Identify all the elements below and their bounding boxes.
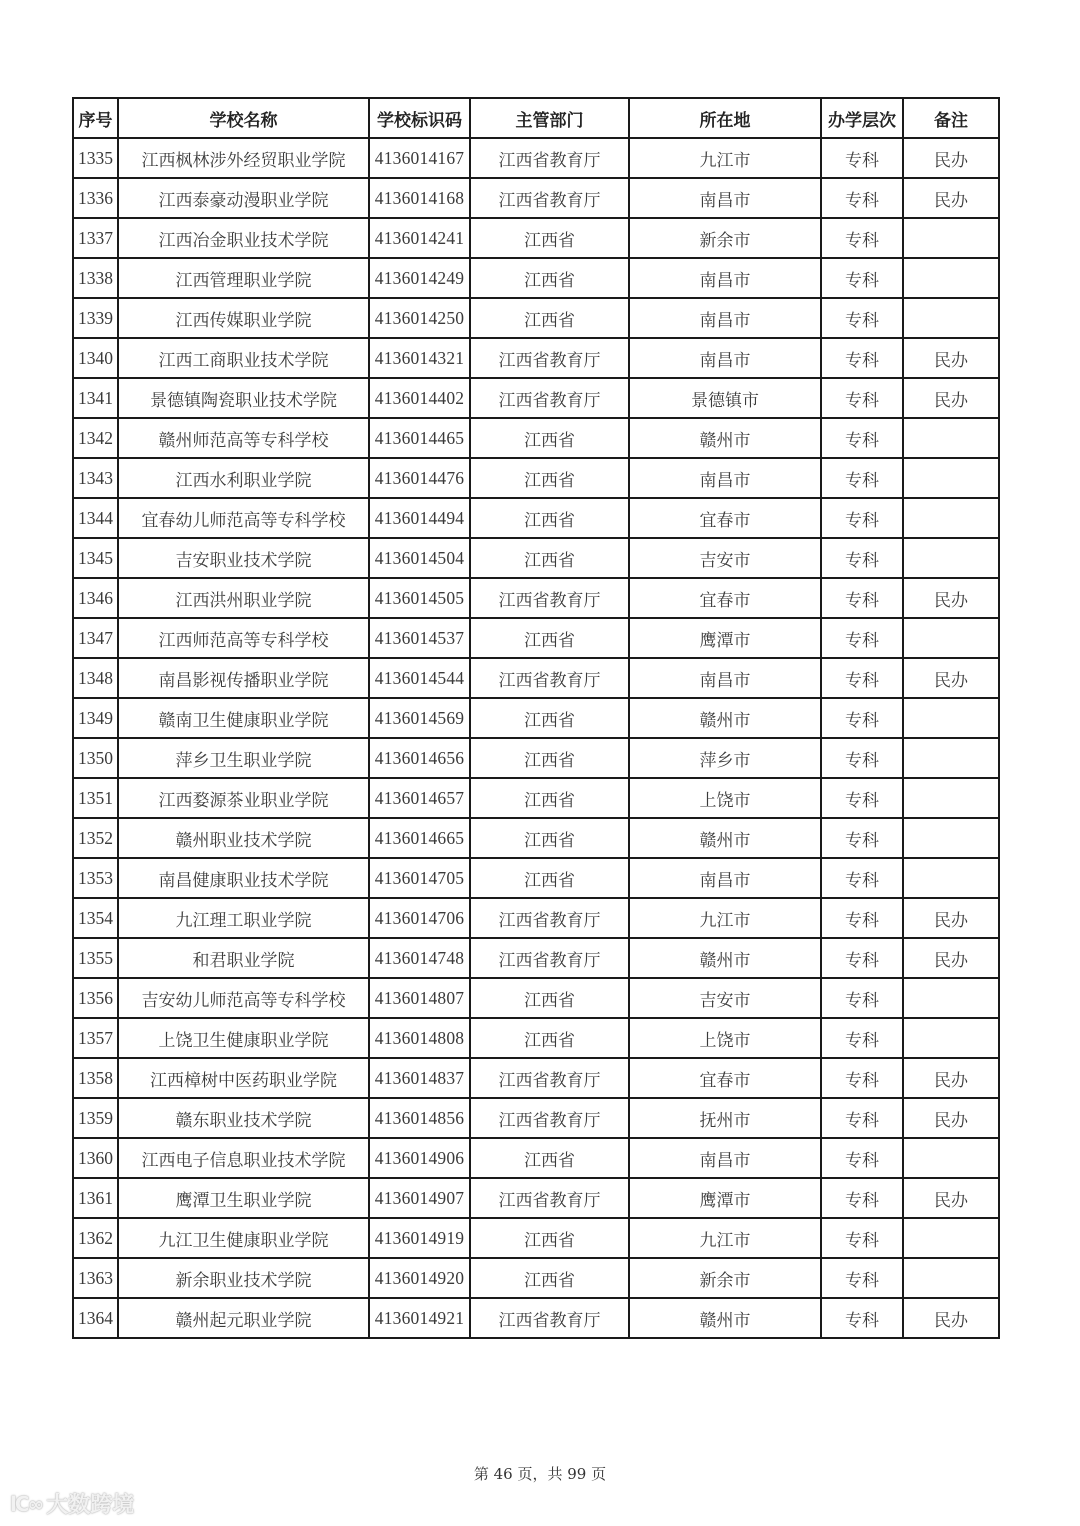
table-row	[73, 658, 999, 698]
table-row	[73, 298, 999, 338]
cell-school-name: 江西泰豪动漫职业学院	[118, 178, 369, 218]
cell-location: 宜春市	[629, 1058, 821, 1098]
cell-index: 1341	[73, 378, 118, 418]
cell-index: 1359	[73, 1098, 118, 1138]
cell-authority: 江西省	[470, 698, 629, 738]
cell-location: 南昌市	[629, 1138, 821, 1178]
cell-level: 专科	[821, 818, 903, 858]
watermark	[10, 1488, 134, 1519]
table-row	[73, 1258, 999, 1298]
cell-level: 专科	[821, 1018, 903, 1058]
cell-school-name: 吉安职业技术学院	[118, 538, 369, 578]
cell-authority: 江西省	[470, 778, 629, 818]
cell-school-name: 江西水利职业学院	[118, 458, 369, 498]
cell-school-name: 景德镇陶瓷职业技术学院	[118, 378, 369, 418]
cell-remark	[903, 498, 999, 538]
cell-index: 1355	[73, 938, 118, 978]
cell-school-code: 4136014907	[369, 1178, 470, 1218]
cell-index: 1347	[73, 618, 118, 658]
table-row	[73, 898, 999, 938]
cell-level: 专科	[821, 218, 903, 258]
watermark-brand-text: 大数跨境	[46, 1493, 135, 1518]
cell-index: 1354	[73, 898, 118, 938]
cell-authority: 江西省教育厅	[470, 1178, 629, 1218]
cell-authority: 江西省	[470, 1258, 629, 1298]
cell-school-code: 4136014705	[369, 858, 470, 898]
table-body	[73, 138, 999, 1338]
cell-school-code: 4136014544	[369, 658, 470, 698]
cell-school-code: 4136014706	[369, 898, 470, 938]
header-col-school-name: 学校名称	[118, 98, 369, 138]
cell-authority: 江西省教育厅	[470, 178, 629, 218]
table-row	[73, 858, 999, 898]
cell-location: 抚州市	[629, 1098, 821, 1138]
cell-authority: 江西省	[470, 858, 629, 898]
cell-location: 宜春市	[629, 498, 821, 538]
cell-school-code: 4136014837	[369, 1058, 470, 1098]
cell-school-code: 4136014906	[369, 1138, 470, 1178]
page-number: 第 46 页，共 99 页	[473, 1465, 607, 1483]
cell-level: 专科	[821, 498, 903, 538]
cell-school-name: 江西冶金职业技术学院	[118, 218, 369, 258]
cell-remark	[903, 258, 999, 298]
table-row	[73, 1298, 999, 1338]
table-row	[73, 218, 999, 258]
table-row	[73, 498, 999, 538]
cell-index: 1362	[73, 1218, 118, 1258]
cell-remark: 民办	[903, 938, 999, 978]
cell-remark: 民办	[903, 1098, 999, 1138]
cell-school-code: 4136014808	[369, 1018, 470, 1058]
cell-index: 1351	[73, 778, 118, 818]
table-row	[73, 418, 999, 458]
cell-authority: 江西省	[470, 1018, 629, 1058]
cell-authority: 江西省教育厅	[470, 138, 629, 178]
cell-location: 赣州市	[629, 418, 821, 458]
header-col-school-code: 学校标识码	[369, 98, 470, 138]
cell-remark: 民办	[903, 578, 999, 618]
cell-authority: 江西省教育厅	[470, 658, 629, 698]
brand-logo-icon: lC∞	[10, 1491, 43, 1516]
cell-remark	[903, 818, 999, 858]
cell-level: 专科	[821, 178, 903, 218]
cell-level: 专科	[821, 138, 903, 178]
cell-index: 1358	[73, 1058, 118, 1098]
table-row	[73, 578, 999, 618]
cell-location: 上饶市	[629, 1018, 821, 1058]
cell-school-name: 赣南卫生健康职业学院	[118, 698, 369, 738]
cell-authority: 江西省	[470, 218, 629, 258]
cell-school-name: 鹰潭卫生职业学院	[118, 1178, 369, 1218]
cell-remark	[903, 1138, 999, 1178]
cell-index: 1363	[73, 1258, 118, 1298]
cell-remark: 民办	[903, 338, 999, 378]
cell-level: 专科	[821, 898, 903, 938]
cell-school-code: 4136014504	[369, 538, 470, 578]
table-row	[73, 458, 999, 498]
table-row	[73, 618, 999, 658]
table-row	[73, 1018, 999, 1058]
cell-authority: 江西省教育厅	[470, 938, 629, 978]
cell-level: 专科	[821, 578, 903, 618]
cell-index: 1342	[73, 418, 118, 458]
cell-level: 专科	[821, 1058, 903, 1098]
cell-level: 专科	[821, 778, 903, 818]
cell-authority: 江西省教育厅	[470, 338, 629, 378]
cell-remark	[903, 778, 999, 818]
cell-school-name: 江西洪州职业学院	[118, 578, 369, 618]
cell-level: 专科	[821, 258, 903, 298]
cell-index: 1346	[73, 578, 118, 618]
cell-index: 1361	[73, 1178, 118, 1218]
cell-location: 上饶市	[629, 778, 821, 818]
cell-school-code: 4136014807	[369, 978, 470, 1018]
cell-level: 专科	[821, 698, 903, 738]
cell-location: 新余市	[629, 1258, 821, 1298]
header-col-index: 序号	[73, 98, 118, 138]
cell-school-code: 4136014465	[369, 418, 470, 458]
cell-authority: 江西省	[470, 458, 629, 498]
header-col-location: 所在地	[629, 98, 821, 138]
cell-authority: 江西省教育厅	[470, 578, 629, 618]
cell-index: 1343	[73, 458, 118, 498]
cell-location: 景德镇市	[629, 378, 821, 418]
cell-school-name: 江西樟树中医药职业学院	[118, 1058, 369, 1098]
cell-school-code: 4136014321	[369, 338, 470, 378]
table-row	[73, 1178, 999, 1218]
cell-remark: 民办	[903, 178, 999, 218]
cell-school-name: 上饶卫生健康职业学院	[118, 1018, 369, 1058]
cell-level: 专科	[821, 1178, 903, 1218]
cell-index: 1357	[73, 1018, 118, 1058]
cell-level: 专科	[821, 1218, 903, 1258]
cell-authority: 江西省	[470, 1138, 629, 1178]
cell-school-name: 赣州职业技术学院	[118, 818, 369, 858]
cell-remark	[903, 1218, 999, 1258]
table-row	[73, 938, 999, 978]
cell-location: 赣州市	[629, 818, 821, 858]
cell-school-code: 4136014856	[369, 1098, 470, 1138]
cell-school-code: 4136014920	[369, 1258, 470, 1298]
cell-index: 1338	[73, 258, 118, 298]
cell-index: 1364	[73, 1298, 118, 1338]
cell-authority: 江西省教育厅	[470, 1298, 629, 1338]
cell-school-name: 九江卫生健康职业学院	[118, 1218, 369, 1258]
cell-index: 1350	[73, 738, 118, 778]
cell-school-name: 江西管理职业学院	[118, 258, 369, 298]
cell-school-code: 4136014167	[369, 138, 470, 178]
cell-level: 专科	[821, 858, 903, 898]
cell-level: 专科	[821, 538, 903, 578]
cell-authority: 江西省	[470, 618, 629, 658]
cell-remark: 民办	[903, 1178, 999, 1218]
cell-authority: 江西省	[470, 978, 629, 1018]
cell-level: 专科	[821, 298, 903, 338]
cell-level: 专科	[821, 738, 903, 778]
cell-remark	[903, 978, 999, 1018]
cell-authority: 江西省教育厅	[470, 1058, 629, 1098]
cell-index: 1344	[73, 498, 118, 538]
table-row	[73, 178, 999, 218]
cell-index: 1360	[73, 1138, 118, 1178]
cell-location: 九江市	[629, 1218, 821, 1258]
cell-index: 1356	[73, 978, 118, 1018]
header-col-remark: 备注	[903, 98, 999, 138]
cell-location: 赣州市	[629, 1298, 821, 1338]
table-row	[73, 258, 999, 298]
cell-remark: 民办	[903, 1058, 999, 1098]
cell-school-code: 4136014919	[369, 1218, 470, 1258]
cell-remark	[903, 618, 999, 658]
cell-index: 1345	[73, 538, 118, 578]
cell-school-name: 江西婺源茶业职业学院	[118, 778, 369, 818]
cell-remark: 民办	[903, 1298, 999, 1338]
cell-level: 专科	[821, 1298, 903, 1338]
cell-location: 南昌市	[629, 178, 821, 218]
cell-index: 1336	[73, 178, 118, 218]
cell-school-name: 江西电子信息职业技术学院	[118, 1138, 369, 1178]
cell-location: 南昌市	[629, 458, 821, 498]
table-row	[73, 1218, 999, 1258]
table-row	[73, 538, 999, 578]
table-row	[73, 818, 999, 858]
cell-level: 专科	[821, 618, 903, 658]
cell-remark	[903, 418, 999, 458]
cell-school-name: 宜春幼儿师范高等专科学校	[118, 498, 369, 538]
cell-authority: 江西省	[470, 738, 629, 778]
cell-location: 九江市	[629, 138, 821, 178]
cell-school-name: 江西工商职业技术学院	[118, 338, 369, 378]
cell-authority: 江西省	[470, 418, 629, 458]
cell-school-code: 4136014665	[369, 818, 470, 858]
cell-school-code: 4136014494	[369, 498, 470, 538]
cell-school-code: 4136014476	[369, 458, 470, 498]
table-row	[73, 978, 999, 1018]
cell-school-code: 4136014168	[369, 178, 470, 218]
cell-remark	[903, 858, 999, 898]
cell-index: 1349	[73, 698, 118, 738]
cell-level: 专科	[821, 938, 903, 978]
cell-authority: 江西省	[470, 258, 629, 298]
cell-level: 专科	[821, 1098, 903, 1138]
cell-school-name: 南昌影视传播职业学院	[118, 658, 369, 698]
cell-authority: 江西省	[470, 818, 629, 858]
cell-remark	[903, 538, 999, 578]
table-header	[73, 98, 999, 138]
cell-level: 专科	[821, 458, 903, 498]
cell-remark	[903, 1018, 999, 1058]
table-row	[73, 378, 999, 418]
cell-authority: 江西省	[470, 1218, 629, 1258]
cell-authority: 江西省	[470, 498, 629, 538]
header-row	[73, 98, 999, 138]
cell-school-code: 4136014250	[369, 298, 470, 338]
cell-remark: 民办	[903, 138, 999, 178]
cell-index: 1352	[73, 818, 118, 858]
cell-school-name: 南昌健康职业技术学院	[118, 858, 369, 898]
cell-authority: 江西省教育厅	[470, 898, 629, 938]
header-col-level: 办学层次	[821, 98, 903, 138]
school-list-table	[72, 97, 1000, 1339]
cell-location: 吉安市	[629, 978, 821, 1018]
cell-school-code: 4136014537	[369, 618, 470, 658]
cell-remark	[903, 458, 999, 498]
cell-location: 赣州市	[629, 938, 821, 978]
cell-index: 1335	[73, 138, 118, 178]
cell-index: 1353	[73, 858, 118, 898]
cell-index: 1337	[73, 218, 118, 258]
cell-school-name: 江西枫林涉外经贸职业学院	[118, 138, 369, 178]
cell-location: 南昌市	[629, 858, 821, 898]
cell-school-name: 九江理工职业学院	[118, 898, 369, 938]
cell-location: 南昌市	[629, 258, 821, 298]
cell-location: 南昌市	[629, 298, 821, 338]
cell-level: 专科	[821, 1138, 903, 1178]
table-row	[73, 1058, 999, 1098]
cell-location: 鹰潭市	[629, 618, 821, 658]
cell-school-name: 赣州起元职业学院	[118, 1298, 369, 1338]
cell-authority: 江西省教育厅	[470, 378, 629, 418]
cell-remark	[903, 698, 999, 738]
cell-level: 专科	[821, 338, 903, 378]
cell-location: 赣州市	[629, 698, 821, 738]
cell-school-code: 4136014569	[369, 698, 470, 738]
cell-level: 专科	[821, 378, 903, 418]
table-row	[73, 698, 999, 738]
cell-remark	[903, 738, 999, 778]
cell-authority: 江西省	[470, 538, 629, 578]
cell-location: 宜春市	[629, 578, 821, 618]
cell-remark: 民办	[903, 378, 999, 418]
cell-school-code: 4136014656	[369, 738, 470, 778]
table-row	[73, 1098, 999, 1138]
cell-remark: 民办	[903, 898, 999, 938]
cell-remark	[903, 218, 999, 258]
cell-index: 1340	[73, 338, 118, 378]
cell-school-name: 吉安幼儿师范高等专科学校	[118, 978, 369, 1018]
table-row	[73, 338, 999, 378]
cell-remark	[903, 1258, 999, 1298]
cell-index: 1339	[73, 298, 118, 338]
cell-level: 专科	[821, 658, 903, 698]
cell-index: 1348	[73, 658, 118, 698]
cell-school-code: 4136014748	[369, 938, 470, 978]
table-row	[73, 138, 999, 178]
cell-authority: 江西省	[470, 298, 629, 338]
cell-location: 南昌市	[629, 338, 821, 378]
cell-school-name: 赣东职业技术学院	[118, 1098, 369, 1138]
cell-school-code: 4136014657	[369, 778, 470, 818]
cell-school-name: 江西师范高等专科学校	[118, 618, 369, 658]
cell-school-code: 4136014921	[369, 1298, 470, 1338]
cell-location: 鹰潭市	[629, 1178, 821, 1218]
cell-school-code: 4136014241	[369, 218, 470, 258]
cell-authority: 江西省教育厅	[470, 1098, 629, 1138]
cell-location: 九江市	[629, 898, 821, 938]
cell-remark: 民办	[903, 658, 999, 698]
cell-level: 专科	[821, 418, 903, 458]
cell-level: 专科	[821, 1258, 903, 1298]
cell-school-name: 萍乡卫生职业学院	[118, 738, 369, 778]
table-row	[73, 738, 999, 778]
cell-location: 新余市	[629, 218, 821, 258]
cell-remark	[903, 298, 999, 338]
cell-location: 萍乡市	[629, 738, 821, 778]
cell-school-name: 江西传媒职业学院	[118, 298, 369, 338]
cell-school-name: 和君职业学院	[118, 938, 369, 978]
cell-school-name: 赣州师范高等专科学校	[118, 418, 369, 458]
cell-school-name: 新余职业技术学院	[118, 1258, 369, 1298]
table-row	[73, 1138, 999, 1178]
cell-school-code: 4136014402	[369, 378, 470, 418]
table-row	[73, 778, 999, 818]
cell-level: 专科	[821, 978, 903, 1018]
cell-location: 吉安市	[629, 538, 821, 578]
cell-school-code: 4136014249	[369, 258, 470, 298]
cell-school-code: 4136014505	[369, 578, 470, 618]
header-col-authority: 主管部门	[470, 98, 629, 138]
cell-location: 南昌市	[629, 658, 821, 698]
